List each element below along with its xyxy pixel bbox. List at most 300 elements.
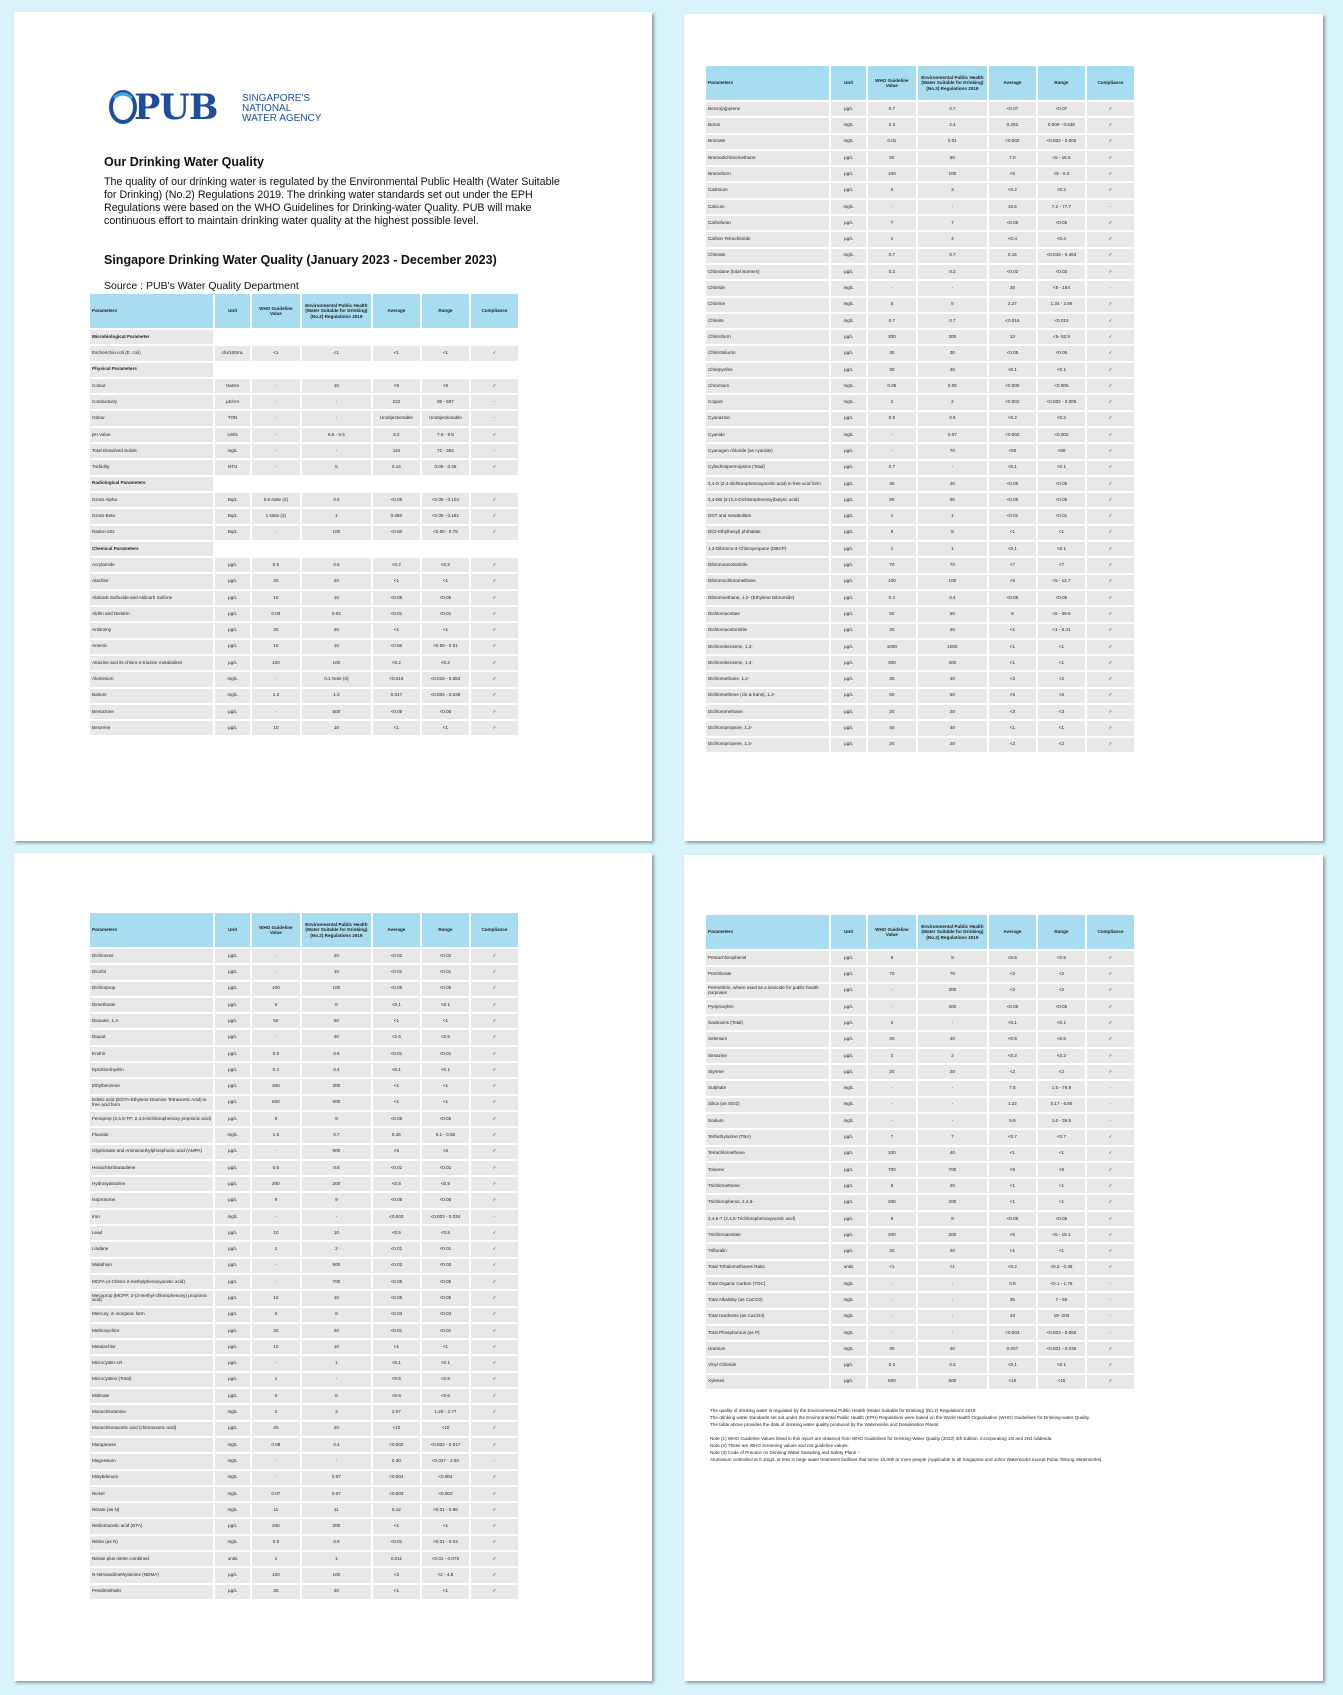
table-row [706,640,1134,654]
col-average-cell: 1.22 [989,1098,1036,1112]
table-row [706,216,1134,230]
col-parameter-cell: Trichloroethene [706,1179,829,1193]
table-row [706,526,1134,540]
col-unit-cell: µg/L [215,1568,249,1582]
header-col-parameter: Parameters [706,915,829,949]
table-row [90,689,518,703]
table-row [90,1536,518,1550]
col-compliance-cell: ✓ [1087,232,1134,246]
col-compliance-cell: ✓ [471,1519,518,1533]
col-average-cell: <0.4 [989,232,1036,246]
col-eph-cell: 300 [302,1079,371,1093]
col-range-cell: 0.17 - 6.85 [1038,1098,1085,1112]
col-average-cell: 2.27 [989,298,1036,312]
col-average-cell: <0.05 [989,493,1036,507]
col-who-cell: 30 [868,477,916,491]
col-eph-cell: 300 [918,1000,987,1014]
col-who-cell: - [868,428,916,442]
col-average-cell: <0.05 [373,1112,420,1126]
col-range-cell: <1 [422,1096,469,1110]
col-range-cell: <2 [1038,738,1085,752]
header-col-average: Average [989,66,1036,100]
table-row [706,1293,1134,1307]
col-range-cell: <0.05 - 0.104 [422,493,469,507]
col-parameter-cell: Antimony [90,623,213,637]
col-compliance-cell: ✓ [1087,477,1134,491]
col-range-cell: <0.60 - 0.79 [422,526,469,540]
col-who-cell: 30 [868,1342,916,1356]
table-row [90,1373,518,1387]
report-subtitle: Singapore Drinking Water Quality (January 2023 - December 2023) [104,253,497,267]
col-parameter-cell: Bentazone [90,705,213,719]
col-eph-cell: 200 [918,1228,987,1242]
col-eph-cell: 0.07 [302,1487,371,1501]
col-eph-cell: 0.6 [302,1047,371,1061]
col-unit-cell: µg/L [831,591,865,605]
table-row [90,1356,518,1370]
col-parameter-cell: Dichloromethane [706,705,829,719]
col-who-cell: 8 [868,1179,916,1193]
col-who-cell: 10 [252,591,300,605]
col-who-cell: 1 [252,1373,300,1387]
col-average-cell: <15 [989,1375,1036,1389]
table-row [90,1422,518,1436]
col-compliance-cell: ✓ [1087,265,1134,279]
col-eph-cell: 20 [918,738,987,752]
col-eph-cell: 500 [918,1375,987,1389]
col-range-cell: <0.05 - 0.181 [422,509,469,523]
col-average-cell: <0.05 [989,1000,1036,1014]
col-range-cell: <0.05 [1038,216,1085,230]
col-parameter-cell: Tetrachloroethene [706,1147,829,1161]
col-range-cell: <0.02 [422,1259,469,1273]
col-eph-cell: 20 [918,705,987,719]
col-eph-cell: 0.4 [918,591,987,605]
col-unit-cell: µg/L [215,1226,249,1240]
col-unit-cell: mg/L [831,118,865,132]
col-parameter-cell: Chromium [706,379,829,393]
col-range-cell: <0.5 [1038,1032,1085,1046]
col-who-cell: - [252,1356,300,1370]
col-average-cell: 0.080 [373,509,420,523]
col-unit-cell: µg/L [831,461,865,475]
col-unit-cell: µg/L [215,558,249,572]
col-who-cell: 0.9 [252,1536,300,1550]
col-range-cell: <0.01 [422,607,469,621]
col-parameter-cell: Escherichia coli (E. coli) [90,346,213,360]
col-parameter-cell: Endrin [90,1047,213,1061]
col-compliance-cell: ✓ [471,640,518,654]
col-compliance-cell: ✓ [471,1487,518,1501]
col-eph-cell: 0.7 [302,1128,371,1142]
col-average-cell: <1 [989,721,1036,735]
col-unit-cell: mg/L [831,200,865,214]
col-average-cell: 0.14 [373,460,420,474]
col-average-cell: <2 [373,1568,420,1582]
col-unit-cell: µg/L [831,1049,865,1063]
col-who-cell: 200 [252,1177,300,1191]
col-compliance-cell: ✓ [471,379,518,393]
col-who-cell: 2 [868,395,916,409]
col-average-cell: <0.002 [989,135,1036,149]
header-col-compliance: Compliance [471,913,518,947]
col-unit-cell: µg/L [215,1161,249,1175]
col-who-cell: 300 [868,656,916,670]
table-row [90,428,518,442]
col-unit-cell: µg/L [831,151,865,165]
col-parameter-cell: Permethrin, where used as a larvicide for public health purposes [706,984,829,998]
col-parameter-cell: Nitrate plus nitrite combined [90,1552,213,1566]
col-who-cell: 1 [252,1552,300,1566]
col-eph-cell: 10 [302,721,371,735]
col-unit-cell: µg/L [831,738,865,752]
col-parameter-cell: Di(2-Ethylhexyl) phthalate [706,526,829,540]
col-range-cell: <0.05 [422,982,469,996]
col-average-cell: <2.5 [373,1030,420,1044]
col-eph-cell: 0.6 [302,1161,371,1175]
col-who-cell: 9 [868,951,916,965]
header-col-unit: Unit [215,913,249,947]
col-who-cell: - [868,1098,916,1112]
col-average-cell: <0.002 [989,395,1036,409]
document-page-1 [14,12,652,841]
col-range-cell: <0.01 - 0.88 [422,1503,469,1517]
table-row [706,967,1134,981]
col-unit-cell: µg/L [831,216,865,230]
empty-cell [252,330,300,344]
col-compliance-cell: ✓ [1087,689,1134,703]
col-average-cell: 110 [373,444,420,458]
col-who-cell: 20 [252,623,300,637]
empty-cell [373,330,420,344]
col-compliance-cell: ✓ [471,1422,518,1436]
col-compliance-cell: - [1087,1114,1134,1128]
col-unit-cell: µg/L [215,1047,249,1061]
col-unit-cell: µg/L [831,346,865,360]
col-compliance-cell: ✓ [1087,1244,1134,1258]
col-who-cell: 20 [868,1065,916,1079]
col-compliance-cell: ✓ [471,1079,518,1093]
col-eph-cell: 0.9 [302,1536,371,1550]
table-row [90,1014,518,1028]
col-parameter-cell: Dichlorobenzene, 1,4- [706,656,829,670]
col-range-cell: Unobjectionable [422,411,469,425]
col-compliance-cell: ✓ [471,607,518,621]
col-range-cell: <5- 52.9 [1038,330,1085,344]
col-who-cell: 50 [252,1014,300,1028]
col-who-cell: 10 [252,1226,300,1240]
table-row [706,1375,1134,1389]
col-compliance-cell: ✓ [1087,151,1134,165]
col-average-cell: <5 [373,1145,420,1159]
col-eph-cell: - [918,461,987,475]
col-parameter-cell: Bromodichloromethane [706,151,829,165]
col-average-cell: <5 [373,379,420,393]
table-row [706,624,1134,638]
col-unit-cell: µg/L [215,965,249,979]
col-parameter-cell: Vinyl Chloride [706,1358,829,1372]
col-compliance-cell: ✓ [471,982,518,996]
col-average-cell: 0.011 [373,1552,420,1566]
col-unit-cell: µg/L [215,1063,249,1077]
col-average-cell: <1 [373,1079,420,1093]
table-row [90,558,518,572]
table-row [706,1261,1134,1275]
col-compliance-cell: - [1087,1293,1134,1307]
header-col-compliance: Compliance [471,294,518,328]
col-unit-cell: µg/L [215,623,249,637]
col-who-cell: - [252,1210,300,1224]
col-range-cell: <0.4 [1038,232,1085,246]
col-eph-cell: <1 [918,1261,987,1275]
col-range-cell: <3 [1038,705,1085,719]
empty-cell [252,363,300,377]
col-who-cell: - [252,965,300,979]
col-unit-cell: µg/L [215,1340,249,1354]
header-col-eph: Environmental Public Health (Water Suitable for Drinking) (No.2) Regulations 2019 [918,66,987,100]
table-row [706,1032,1134,1046]
col-who-cell: 0.01 [868,135,916,149]
col-parameter-cell: Dibromoethane, 1,2- (Ethylene Dibromide) [706,591,829,605]
col-compliance-cell: ✓ [1087,1000,1134,1014]
col-eph-cell: 0.01 [918,135,987,149]
col-range-cell: <1 [422,1079,469,1093]
table-row [90,493,518,507]
col-parameter-cell: Turbidity [90,460,213,474]
col-unit-cell: TON [215,411,249,425]
table-row [90,346,518,360]
col-parameter-cell: Styrene [706,1065,829,1079]
col-who-cell: 50 [868,607,916,621]
col-who-cell: 0.5 Note (2) [252,493,300,507]
col-who-cell: 0.7 [868,461,916,475]
col-compliance-cell: ✓ [471,1568,518,1582]
col-who-cell: 0.03 [252,607,300,621]
col-range-cell: 1.34 - 2.86 [1038,298,1085,312]
col-unit-cell: µg/L [215,640,249,654]
col-average-cell: <1 [373,1096,420,1110]
col-compliance-cell: ✓ [471,591,518,605]
col-parameter-cell: Conductivity [90,395,213,409]
col-parameter-cell: Hexachlorobutadiene [90,1161,213,1175]
col-unit-cell: µg/L [831,1016,865,1030]
col-unit-cell: µg/L [831,102,865,116]
table-row [706,951,1134,965]
col-parameter-cell: Total Trihalomethanes Ratio [706,1261,829,1275]
col-range-cell: <5 [1038,1163,1085,1177]
header-col-who: WHO Guideline Value [868,66,916,100]
col-compliance-cell: ✓ [1087,102,1134,116]
col-parameter-cell: Total Phosphorous (as P) [706,1326,829,1340]
table-row [90,1079,518,1093]
col-eph-cell: - [918,1016,987,1030]
table-row [706,1212,1134,1226]
col-who-cell: 3 [868,183,916,197]
col-eph-cell: 6 [302,998,371,1012]
col-who-cell: 0.7 [868,102,916,116]
header-col-range: Range [1038,66,1085,100]
col-parameter-cell: Isoproturon [90,1193,213,1207]
header-col-who: WHO Guideline Value [252,294,300,328]
col-unit-cell: mg/L [831,1114,865,1128]
col-eph-cell: 6 [302,1389,371,1403]
col-unit-cell: µg/L [215,1585,249,1599]
col-unit-cell: mg/L [831,298,865,312]
col-average-cell: <1 [373,623,420,637]
col-range-cell: <1 [422,1340,469,1354]
col-average-cell: <0.2 [373,558,420,572]
table-row [90,607,518,621]
table-header-row [90,294,518,328]
col-unit-cell: mg/L [831,1342,865,1356]
table-row [706,509,1134,523]
table-row [706,200,1134,214]
col-who-cell: - [868,1310,916,1324]
col-compliance-cell: ✓ [1087,1016,1134,1030]
col-parameter-cell: Pendimethalin [90,1585,213,1599]
col-average-cell: <0.02 [373,949,420,963]
col-average-cell: <0.003 [989,1326,1036,1340]
col-range-cell: <1 [1038,1147,1085,1161]
col-who-cell: 11 [252,1503,300,1517]
empty-cell [422,542,469,556]
col-average-cell: <0.50 [373,640,420,654]
col-compliance-cell: ✓ [1087,1163,1134,1177]
header-col-average: Average [989,915,1036,949]
col-unit-cell: µg/L [831,1228,865,1242]
col-range-cell: <0.02 [1038,265,1085,279]
table-header-row [706,66,1134,100]
col-who-cell: - [868,1293,916,1307]
col-eph-cell: - [918,1114,987,1128]
col-who-cell: 100 [868,1147,916,1161]
table-row [706,346,1134,360]
col-parameter-cell: Lindane [90,1242,213,1256]
col-parameter-cell: Methoxychlor [90,1324,213,1338]
header-col-range: Range [1038,915,1085,949]
col-unit-cell: mg/L [215,1503,249,1517]
col-average-cell: 0.45 [373,1128,420,1142]
table-row [90,1568,518,1582]
col-compliance-cell: ✓ [471,1014,518,1028]
col-eph-cell: 50 [918,689,987,703]
col-unit-cell: mg/L [831,379,865,393]
col-who-cell: - [868,984,916,998]
col-parameter-cell: Dichloroacetonitrile [706,624,829,638]
col-eph-cell: - [918,1310,987,1324]
col-compliance-cell: ✓ [471,949,518,963]
table-row [706,232,1134,246]
col-compliance-cell: ✓ [471,509,518,523]
header-col-parameter: Parameters [90,294,213,328]
col-unit-cell: µg/L [215,591,249,605]
col-parameter-cell: Trifluralin [706,1244,829,1258]
table-row [706,984,1134,998]
col-eph-cell: 5 [302,460,371,474]
col-parameter-cell: Microcystin-LR [90,1356,213,1370]
col-unit-cell: µg/L [215,1242,249,1256]
col-range-cell: <1 [422,346,469,360]
page-title: Our Drinking Water Quality [104,155,264,169]
col-compliance-cell: ✓ [1087,542,1134,556]
col-who-cell: - [252,526,300,540]
table-row [90,721,518,735]
col-who-cell: 0.2 [868,265,916,279]
table-row [90,526,518,540]
col-range-cell: <0.02 [422,949,469,963]
col-unit-cell: µg/L [831,444,865,458]
col-compliance-cell: ✓ [1087,624,1134,638]
col-range-cell: <1 [422,1585,469,1599]
col-who-cell: - [252,428,300,442]
empty-cell [471,363,518,377]
col-parameter-cell: Selenium [706,1032,829,1046]
col-compliance-cell: - [1087,1310,1134,1324]
col-unit-cell: µg/L [215,1519,249,1533]
col-who-cell: 0.6 [868,412,916,426]
col-eph-cell: 10 [302,591,371,605]
col-eph-cell: 30 [918,363,987,377]
col-who-cell: - [252,1259,300,1273]
col-compliance-cell: ✓ [1087,558,1134,572]
col-range-cell: <0.1 [1038,1016,1085,1030]
col-unit-cell: µg/L [831,1147,865,1161]
col-average-cell: <2 [989,967,1036,981]
col-range-cell: 95 - 587 [422,395,469,409]
col-average-cell: <1 [373,1340,420,1354]
col-who-cell: - [868,1000,916,1014]
col-eph-cell: 100 [302,982,371,996]
col-unit-cell: mg/L [831,1326,865,1340]
col-who-cell: 90 [868,493,916,507]
col-range-cell: <5 - 154 [1038,281,1085,295]
col-range-cell: <0.2 [422,558,469,572]
col-unit-cell: units [831,1261,865,1275]
col-range-cell: <5 - 19.1 [1038,1228,1085,1242]
header-col-unit: Unit [215,294,249,328]
col-who-cell: 10 [252,1340,300,1354]
col-who-cell: 8 [868,526,916,540]
header-col-unit: Unit [831,915,865,949]
col-who-cell: 20 [252,1422,300,1436]
col-range-cell: <0.002 - 0.005 [1038,395,1085,409]
col-eph-cell: 100 [918,575,987,589]
col-average-cell: <2 [989,738,1036,752]
col-range-cell: <0.004 [422,1471,469,1485]
col-eph-cell: 0.7 [918,314,987,328]
col-parameter-cell: Simazine [706,1049,829,1063]
table-row [706,591,1134,605]
col-compliance-cell: ✓ [471,558,518,572]
col-compliance-cell: ✓ [471,1536,518,1550]
col-unit-cell: µg/L [831,1065,865,1079]
col-parameter-cell: 2,4,5-T (2,4,5-Trichlorophenoxyacetic acid) [706,1212,829,1226]
col-parameter-cell: Aldrin and Dieldrin [90,607,213,621]
water-quality-table-3 [88,911,520,1601]
col-compliance-cell: ✓ [1087,183,1134,197]
col-unit-cell: µg/L [215,1324,249,1338]
col-average-cell: <0.005 [989,379,1036,393]
col-eph-cell: 700 [918,1163,987,1177]
table-row [706,363,1134,377]
col-range-cell: <10 [422,1422,469,1436]
col-average-cell: <0.1 [989,542,1036,556]
col-compliance-cell: ✓ [471,460,518,474]
col-average-cell: <0.7 [989,1130,1036,1144]
col-compliance-cell: ✓ [1087,721,1134,735]
col-eph-cell: 0.6 [918,412,987,426]
col-unit-cell: µg/L [215,1014,249,1028]
